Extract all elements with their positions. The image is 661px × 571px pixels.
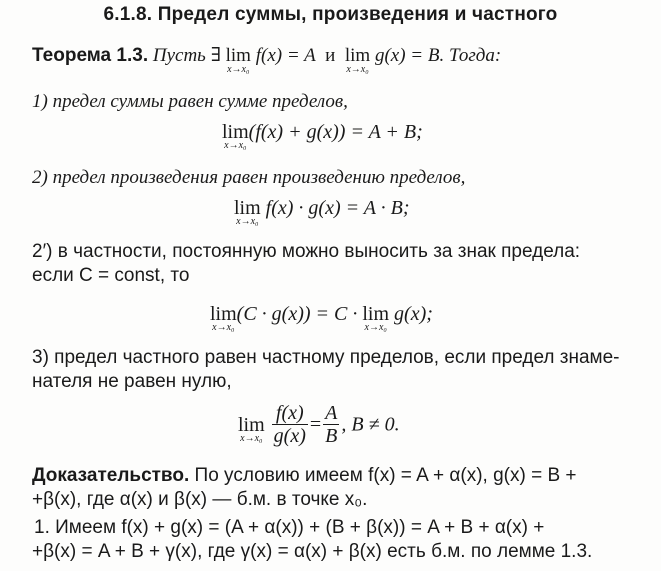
theorem-limit-f-body: f(x) = A xyxy=(255,45,316,66)
item3-condition: , B ≠ 0. xyxy=(341,413,400,436)
item2-formula-body: f(x) · g(x) = A · B; xyxy=(265,197,410,219)
proof-line1 xyxy=(32,464,577,488)
proof-line4: +β(x) = A + B + γ(x), где γ(x) = α(x) + β(x) есть б.м. по лемме 1.3. xyxy=(32,541,593,562)
item2p-text-line2: если C = const, то xyxy=(32,265,190,286)
item2-formula xyxy=(234,196,410,227)
item3-text-line1: 3) предел частного равен частному пределов, если предел знаме- xyxy=(32,347,620,368)
item3-equals: = xyxy=(309,413,322,436)
theorem-label: Теорема 1.3. xyxy=(32,45,149,66)
item1-formula xyxy=(222,120,423,151)
theorem-pust: Пусть ∃ xyxy=(152,45,221,66)
item2p-text-line1: 2′) в частности, постоянную можно выносить за знак предела: xyxy=(32,241,581,262)
theorem-togda: . Тогда: xyxy=(439,45,502,66)
item2p-formula-body-2: g(x); xyxy=(394,303,433,325)
section-title: 6.1.8. Предел суммы, произведения и частного xyxy=(103,4,558,25)
item1-text: 1) предел суммы равен сумме пределов, xyxy=(32,91,348,112)
theorem-limit-g: lim x→x₀ xyxy=(344,45,371,75)
item2p-formula xyxy=(210,302,433,333)
theorem-limit-g-body: g(x) = B xyxy=(374,45,440,66)
item1-limit: lim x→x₀ xyxy=(222,121,249,151)
theorem-and: и xyxy=(325,45,336,66)
proof-label: Доказательство. xyxy=(32,465,190,486)
item2-limit: lim x→x₀ xyxy=(234,197,261,227)
theorem-statement xyxy=(32,44,502,75)
proof-line3: 1. Имеем f(x) + g(x) = (A + α(x)) + (B + β(x)) = A + B + α(x) + xyxy=(34,517,545,538)
item3-limit: lim x→x₀ xyxy=(238,413,265,444)
item1-formula-body: (f(x) + g(x)) = A + B; xyxy=(248,121,423,143)
item3-text-line2: нателя не равен нулю, xyxy=(32,371,232,392)
proof-line1-text: По условию имеем f(x) = A + α(x), g(x) = B + xyxy=(189,465,577,486)
item3-fraction-fg: $\frac{f(x)}{g(x)}$ xyxy=(273,402,306,447)
item2-text: 2) предел произведения равен произведению пределов, xyxy=(32,167,466,188)
item2p-limit-2: lim x→x₀ xyxy=(362,303,390,333)
theorem-limit-f: lim x→x₀ xyxy=(225,45,251,75)
item3-formula xyxy=(238,402,400,447)
item2p-limit-1: lim x→x₀ xyxy=(210,303,237,333)
proof-line2: +β(x), где α(x) и β(x) — б.м. в точке x₀. xyxy=(32,489,368,510)
item2p-formula-body-1: (C · g(x)) = C · xyxy=(236,303,358,325)
item3-fraction-ab: $\frac{A}{B}$ xyxy=(325,402,338,447)
